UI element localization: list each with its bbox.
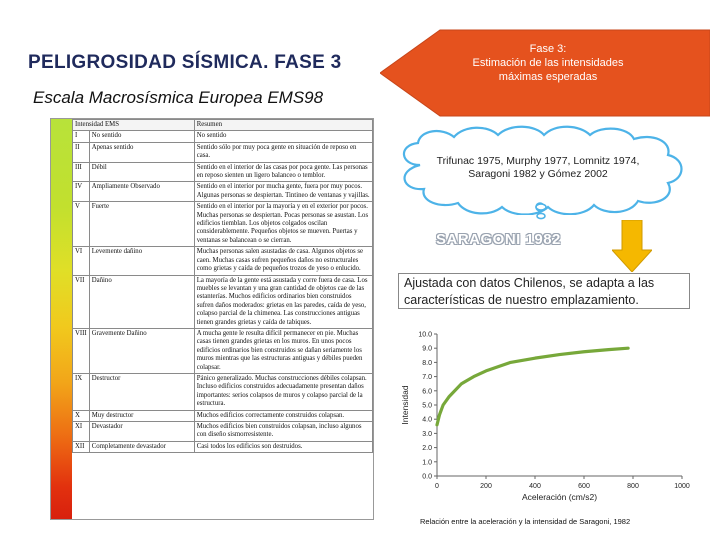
ems-cell-name: No sentido xyxy=(89,131,194,142)
down-arrow-icon xyxy=(612,220,652,272)
ems-cell-name: Levemente dañino xyxy=(89,247,194,275)
y-tick-label: 0.0 xyxy=(422,473,432,481)
ems-header-summary: Resumen xyxy=(194,120,372,131)
ems-cell-desc: A mucha gente le resulta difícil permanecer en pie. Muchas casas tienen grandes grietas en los muros. En unos pocos edificios ordinarios bien construidos se dañan seriamente los muros mientras que las estructuras antiguas y débiles pueden colapsar. xyxy=(194,328,372,373)
ems-cell-name: Débil xyxy=(89,162,194,182)
ems-cell-desc: Muchos edificios bien construidos colapsan, incluso algunos con diseño sismorresistente. xyxy=(194,422,372,442)
ems-cell-name: Gravemente Dañino xyxy=(89,328,194,373)
ems-table-row xyxy=(73,441,373,452)
ems-cell-num: II xyxy=(73,142,90,162)
y-tick-label: 2.0 xyxy=(422,445,432,453)
ems-cell-desc: Sentido en el interior por mucha gente, fuera por muy pocos. Algunas personas se despiertan. Tintineo de ventanas y vajillas. xyxy=(194,182,372,202)
ems-cell-name: Muy destructor xyxy=(89,410,194,421)
ems-table-row xyxy=(73,162,373,182)
ems-cell-name: Fuerte xyxy=(89,202,194,247)
ems-table-row xyxy=(73,247,373,275)
x-tick-label: 800 xyxy=(627,483,639,490)
slide-subtitle: Escala Macrosísmica Europea EMS98 xyxy=(33,88,324,107)
ems-table-row xyxy=(73,373,373,410)
ems-table-row xyxy=(73,142,373,162)
x-tick-label: 0 xyxy=(435,483,439,490)
adjustment-note: Ajustada con datos Chilenos, se adapta a las características de nuestro emplazamiento. xyxy=(398,273,690,309)
intensity-curve xyxy=(437,348,628,425)
y-tick-label: 8.0 xyxy=(422,359,432,367)
phase-label xyxy=(450,42,646,84)
x-axis-label: Aceleración (cm/s2) xyxy=(521,492,598,502)
ems-table-row xyxy=(73,131,373,142)
y-tick-label: 1.0 xyxy=(422,459,432,467)
intensity-acceleration-chart xyxy=(380,320,700,505)
ems-cell-desc: No sentido xyxy=(194,131,372,142)
phase-number: Fase 3: xyxy=(529,43,567,55)
y-axis-label: Intensidad xyxy=(400,385,410,425)
saragoni-label: SARAGONI 1982 xyxy=(436,231,561,248)
ems-cell-desc: Muchas personas salen asustadas de casa. Algunos objetos se caen. Muchas casas sufren pequeños daños no estructurales como grietas y caída de pequeños trozos de yeso o enlucido. xyxy=(194,247,372,275)
ems-scale-table-image xyxy=(50,118,374,520)
ems-table-row xyxy=(73,328,373,373)
ems-cell-num: I xyxy=(73,131,90,142)
cloud-tail-bubbles xyxy=(534,203,548,223)
y-tick-label: 7.0 xyxy=(422,374,432,382)
ems-cell-num: V xyxy=(73,202,90,247)
ems-table-row xyxy=(73,275,373,328)
x-tick-label: 200 xyxy=(480,483,492,490)
ems-cell-num: III xyxy=(73,162,90,182)
ems-cell-num: XI xyxy=(73,422,90,442)
ems-cell-desc: Muchos edificios correctamente construidos colapsan. xyxy=(194,410,372,421)
ems-cell-desc: Casi todos los edificios son destruidos. xyxy=(194,441,372,452)
ems-cell-desc: La mayoría de la gente está asustada y corre fuera de casa. Los muebles se levantan y una gran cantidad de objetos cae de las estanterías. Muchos edificios ordinarios bien construidos sufren daños moderados: grietas en las paredes, caída de yeso, colapso parcial de la chimenea. Las construcciones antiguas tienen grandes grietas y caída de tabiques. xyxy=(194,275,372,328)
ems-cell-num: X xyxy=(73,410,90,421)
ems-cell-num: IV xyxy=(73,182,90,202)
chart-caption: Relación entre la aceleración y la intensidad de Saragoni, 1982 xyxy=(420,517,631,526)
ems-table-row xyxy=(73,410,373,421)
ems-cell-desc: Sentido en el interior por la mayoría y en el exterior por pocos. Muchas personas se despiertan. Pocas personas se asustan. Los edificios tiemblan. Los objetos colgados oscilan considerablemente. Pequeños objetos se mueven. Puertas y ventanas se balancean o se cierran. xyxy=(194,202,372,247)
ems-table-header xyxy=(73,120,373,131)
ems-cell-num: XII xyxy=(73,441,90,452)
ems-table-row xyxy=(73,422,373,442)
intensity-color-bar xyxy=(51,119,72,519)
ems-cell-num: IX xyxy=(73,373,90,410)
ems-header-intensity: Intensidad EMS xyxy=(73,120,195,131)
references-text: Trifunac 1975, Murphy 1977, Lomnitz 1974, Saragoni 1982 y Gómez 2002 xyxy=(436,155,640,180)
x-tick-label: 600 xyxy=(578,483,590,490)
ems-cell-name: Dañino xyxy=(89,275,194,328)
ems-cell-num: VI xyxy=(73,247,90,275)
ems-cell-desc: Sentido sólo por muy poca gente en situación de reposo en casa. xyxy=(194,142,372,162)
slide-title: PELIGROSIDAD SÍSMICA. FASE 3 xyxy=(28,52,342,73)
ems-cell-name: Ampliamente Observado xyxy=(89,182,194,202)
y-tick-label: 5.0 xyxy=(422,402,432,410)
ems-cell-desc: Sentido en el interior de las casas por poca gente. Las personas en reposo sienten un ligero balanceo o temblor. xyxy=(194,162,372,182)
phase-desc-line2: máximas esperadas xyxy=(498,71,598,83)
y-tick-label: 9.0 xyxy=(422,345,432,353)
x-tick-label: 1000 xyxy=(674,483,690,490)
y-tick-label: 4.0 xyxy=(422,416,432,424)
ems-cell-desc: Pánico generalizado. Muchas construcciones débiles colapsan. Incluso edificios construidos adecuadamente presentan daños importantes: serios colapsos de muros y colapso parcial de la estructura. xyxy=(194,373,372,410)
ems-table xyxy=(72,119,373,453)
ems-cell-name: Destructor xyxy=(89,373,194,410)
ems-table-row xyxy=(73,202,373,247)
phase-desc-line1: Estimación de las intensidades xyxy=(472,57,624,69)
ems-cell-name: Completamente devastador xyxy=(89,441,194,452)
ems-table-row xyxy=(73,182,373,202)
y-tick-label: 6.0 xyxy=(422,388,432,396)
ems-cell-name: Apenas sentido xyxy=(89,142,194,162)
x-tick-label: 400 xyxy=(529,483,541,490)
ems-cell-name: Devastador xyxy=(89,422,194,442)
ems-cell-num: VII xyxy=(73,275,90,328)
y-tick-label: 10.0 xyxy=(418,331,432,339)
ems-cell-num: VIII xyxy=(73,328,90,373)
y-tick-label: 3.0 xyxy=(422,430,432,438)
